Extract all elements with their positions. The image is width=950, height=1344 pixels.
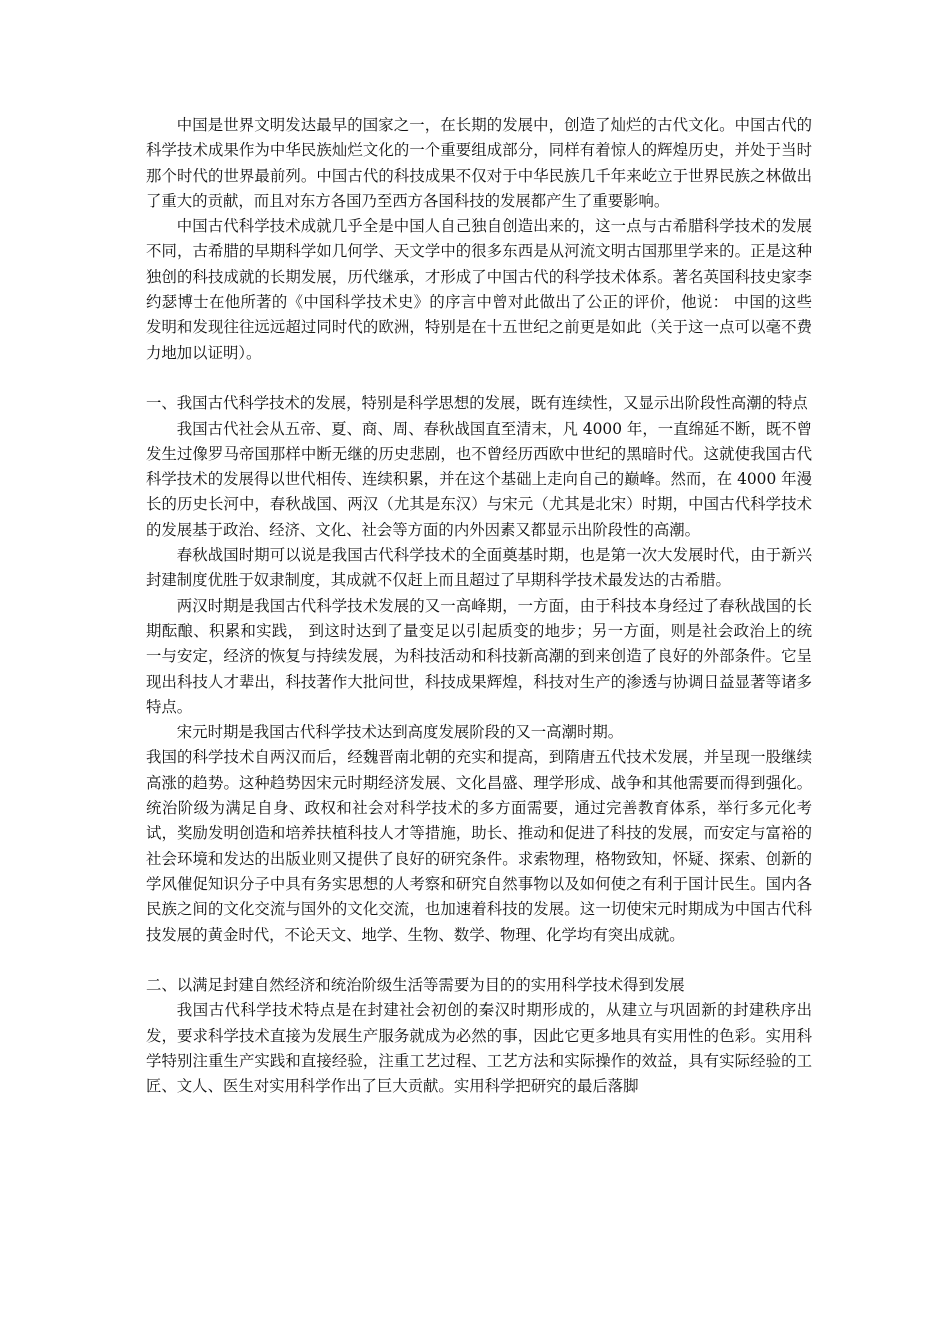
blank-line [146,366,812,391]
intro-paragraph-1: 中国是世界文明发达最早的国家之一，在长期的发展中，创造了灿烂的古代文化。中国古代的科学技术成果作为中华民族灿烂文化的一个重要组成部分，同样有着惊人的辉煌历史，并处于当时那个时代的世界最前列。中国古代的科技成果不仅对于中华民族几千年来屹立于世界民族之林做出了重大的贡献，而且对东方各国乃至西方各国科技的发展都产生了重要影响。 [146,116,812,210]
section-1-paragraph-1: 我国古代社会从五帝、夏、商、周、春秋战国直至清末，凡 4000 年，一直绵延不断，既不曾发生过像罗马帝国那样中断无继的历史悲剧，也不曾经历西欧中世纪的黑暗时代。这就使我国古代科学技术的发展得以世代相传、连续积累，并在这个基础上走向自己的巅峰。然而，在 4000 年漫长的历史长河中，春秋战国、两汉（尤其是东汉）与宋元（尤其是北宋）时期，中国古代科学技术的发展基于政治、经济、文化、社会等方面的内外因素又都显示出阶段性的高潮。 [146,419,812,539]
section-1-paragraph-4: 宋元时期是我国古代科学技术达到高度发展阶段的又一高潮时期。 [176,723,624,742]
intro-paragraph-2: 中国古代科学技术成就几乎全是中国人自己独自创造出来的，这一点与古希腊科学技术的发展不同，古希腊的早期科学如几何学、天文学中的很多东西是从河流文明古国那里学来的。正是这种独创的科技成就的长期发展，历代继承，才形成了中国古代的科学技术体系。著名英国科技史家李约瑟博士在他所著的《中国科学技术史》的序言中曾对此做出了公正的评价，他说： 中国的这些发明和发现往往远远超过同时代的欧洲，特别是在十五世纪之前更是如此（关于这一点可以毫不费力地加以证明）。 [146,217,812,362]
blank-line [146,948,812,973]
section-1-paragraph-2: 春秋战国时期可以说是我国古代科学技术的全面奠基时期，也是第一次大发展时代，由于新兴封建制度优胜于奴隶制度，其成就不仅赶上而且超过了早期科学技术最发达的古希腊。 [146,546,812,590]
section-1-heading: 一、我国古代科学技术的发展，特别是科学思想的发展，既有连续性，又显示出阶段性高潮的特点 [146,394,808,413]
document-page [146,113,812,1100]
section-2-heading: 二、以满足封建自然经济和统治阶级生活等需要为目的的实用科学技术得到发展 [146,976,685,995]
section-2-paragraph-1: 我国古代科学技术特点是在封建社会初创的秦汉时期形成的，从建立与巩固新的封建秩序出发，要求科学技术直接为发展生产服务就成为必然的事，因此它更多地具有实用性的色彩。实用科学特别注重生产实践和直接经验，注重工艺过程、工艺方法和实际操作的效益，具有实际经验的工匠、文人、医生对实用科学作出了巨大贡献。实用科学把研究的最后落脚 [146,1001,812,1096]
section-1-continuation: 我国的科学技术自两汉而后，经魏晋南北朝的充实和提高，到隋唐五代技术发展，并呈现一股继续高涨的趋势。这种趋势因宋元时期经济发展、文化昌盛、理学形成、战争和其他需要而得到强化。统治阶级为满足自身、政权和社会对科学技术的多方面需要，通过完善教育体系，举行多元化考试，奖励发明创造和培养扶植科技人才等措施，助长、推动和促进了科技的发展，而安定与富裕的社会环境和发达的出版业则又提供了良好的研究条件。求索物理，格物致知，怀疑、探索、创新的学风催促知识分子中具有务实思想的人考察和研究自然事物以及如何使之有利于国计民生。国内各民族之间的文化交流与国外的文化交流，也加速着科技的发展。这一切使宋元时期成为中国古代科技发展的黄金时代，不论天文、地学、生物、数学、物理、化学均有突出成就。 [146,748,812,944]
section-1-paragraph-3: 两汉时期是我国古代科学技术发展的又一高峰期，一方面，由于科技本身经过了春秋战国的长期酝酿、积累和实践， 到这时达到了量变足以引起质变的地步；另一方面，则是社会政治上的统一与安定，经济的恢复与持续发展，为科技活动和科技新高潮的到来创造了良好的外部条件。它呈现出科技人才辈出，科技著作大批问世，科技成果辉煌，科技对生产的渗透与协调日益显著等诸多特点。 [146,596,812,716]
